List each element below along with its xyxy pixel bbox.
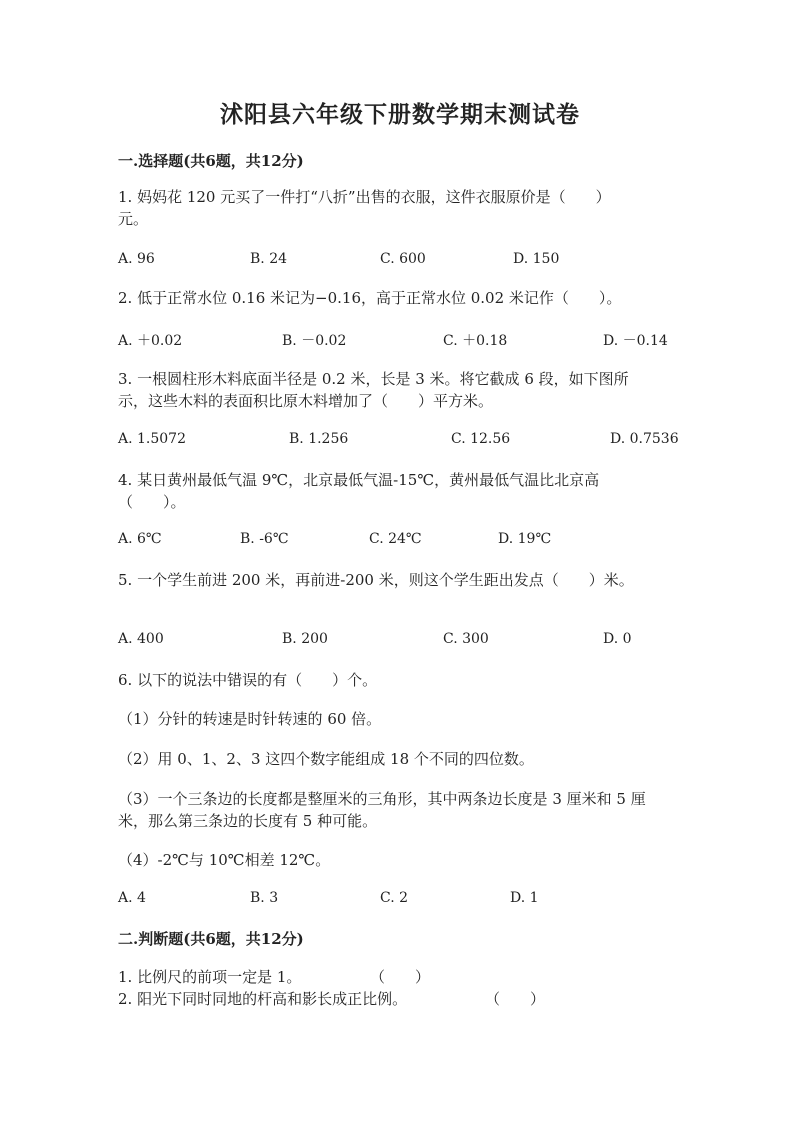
section-heading-choice: 一.选择题(共6题，共12分) <box>118 152 304 170</box>
q3-option-d: D. 0.7536 <box>610 431 679 447</box>
q4-option-c: C. 24℃ <box>369 531 422 547</box>
q6-option-b: B. 3 <box>250 890 279 906</box>
q4-option-b: B. -6℃ <box>240 531 289 547</box>
q1-option-c: C. 600 <box>380 251 426 267</box>
q2-option-c: C. ＋0.18 <box>443 333 508 349</box>
q6-statement-3-line1: （3）一个三条边的长度都是整厘米的三角形，其中两条边长度是 3 厘米和 5 厘 <box>118 790 646 808</box>
question-1-line1: 1. 妈妈花 120 元买了一件打“八折”出售的衣服，这件衣服原价是（ ） <box>118 188 611 206</box>
judgement-2-text: 2. 阳光下同时同地的杆高和影长成正比例。 <box>118 990 408 1008</box>
question-2-line1: 2. 低于正常水位 0.16 米记为−0.16，高于正常水位 0.02 米记作（ ）。 <box>118 289 622 307</box>
judgement-2-blank: （ ） <box>485 990 546 1008</box>
q4-option-a: A. 6℃ <box>118 531 162 547</box>
question-4-line1: 4. 某日黄州最低气温 9℃，北京最低气温-15℃，黄州最低气温比北京高 <box>118 471 600 489</box>
q4-option-d: D. 19℃ <box>498 531 552 547</box>
q5-option-a: A. 400 <box>118 631 164 647</box>
section-heading-judgement: 二.判断题(共6题，共12分) <box>118 930 304 948</box>
page-title: 沭阳县六年级下册数学期末测试卷 <box>220 101 580 128</box>
q2-option-d: D. －0.14 <box>603 333 668 349</box>
q5-option-c: C. 300 <box>443 631 489 647</box>
q1-option-d: D. 150 <box>513 251 560 267</box>
q6-statement-2: （2）用 0、1、2、3 这四个数字能组成 18 个不同的四位数。 <box>118 750 534 768</box>
q6-option-a: A. 4 <box>118 890 146 906</box>
q6-statement-1: （1）分针的转速是时针转速的 60 倍。 <box>118 710 382 728</box>
judgement-1-text: 1. 比例尺的前项一定是 1。 <box>118 968 302 986</box>
q2-option-b: B. －0.02 <box>282 333 347 349</box>
q6-option-c: C. 2 <box>380 890 409 906</box>
question-3-line1: 3. 一根圆柱形木料底面半径是 0.2 米，长是 3 米。将它截成 6 段，如下图所 <box>118 370 629 388</box>
q3-option-c: C. 12.56 <box>451 431 511 447</box>
question-5-line1: 5. 一个学生前进 200 米，再前进-200 米，则这个学生距出发点（ ）米。 <box>118 571 634 589</box>
q5-option-b: B. 200 <box>282 631 328 647</box>
question-1-line2: 元。 <box>118 210 149 228</box>
q2-option-a: A. ＋0.02 <box>118 333 183 349</box>
q1-option-a: A. 96 <box>118 251 155 267</box>
q5-option-d: D. 0 <box>603 631 632 647</box>
q6-option-d: D. 1 <box>510 890 539 906</box>
q1-option-b: B. 24 <box>250 251 288 267</box>
q6-statement-3-line2: 米，那么第三条边的长度有 5 种可能。 <box>118 812 378 830</box>
q6-statement-4: （4）-2℃与 10℃相差 12℃。 <box>118 851 331 869</box>
q3-option-a: A. 1.5072 <box>118 431 186 447</box>
question-4-line2: （ ）。 <box>118 493 186 511</box>
question-3-line2: 示，这些木料的表面积比原木料增加了（ ）平方米。 <box>118 392 494 410</box>
judgement-1-blank: （ ） <box>370 968 431 986</box>
question-6-line1: 6. 以下的说法中错误的有（ ）个。 <box>118 671 378 689</box>
q3-option-b: B. 1.256 <box>289 431 349 447</box>
